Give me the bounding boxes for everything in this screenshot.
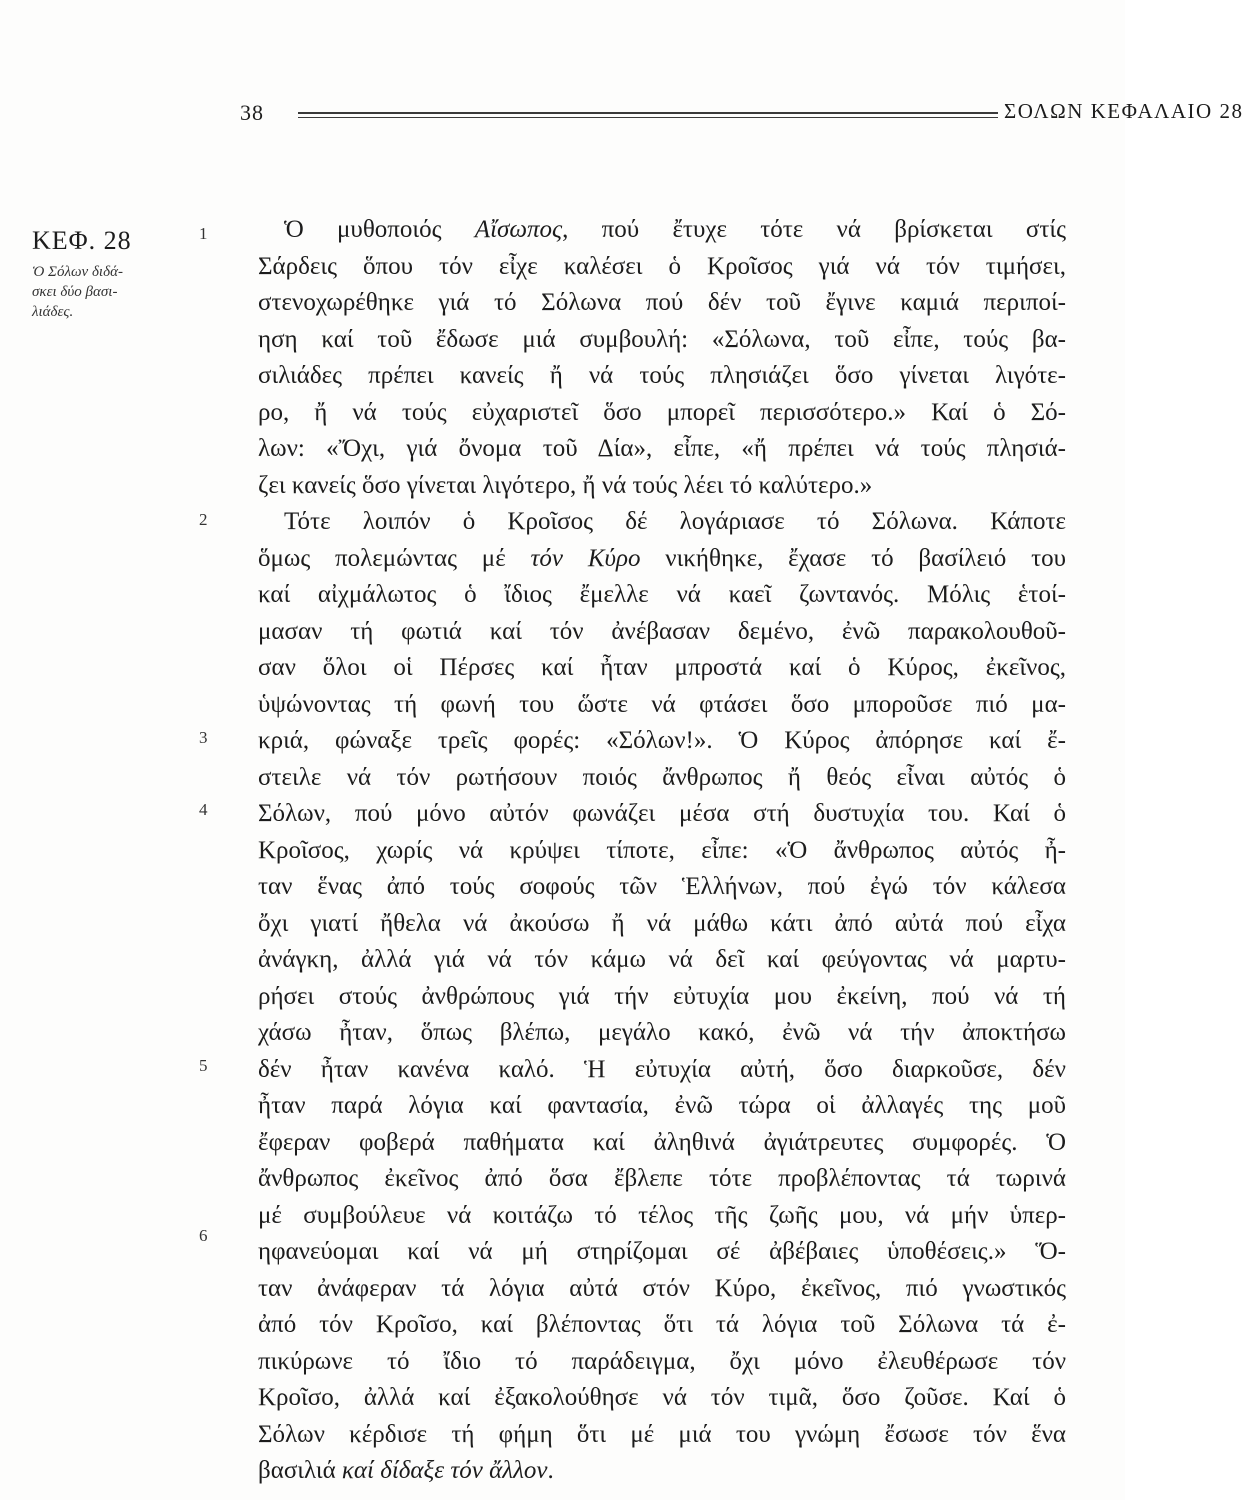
text-line	[258, 650, 1066, 687]
text-line	[258, 285, 1066, 322]
text-line	[258, 1453, 1066, 1490]
text-line	[258, 577, 1066, 614]
text-line	[258, 1307, 1066, 1344]
text-segment: νικήθηκε, ἔχασε τό βασίλειό του	[640, 544, 1066, 572]
text-segment: καί αἰχμάλωτος ὁ ἴδιος ἔμελλε νά καεῖ ζωντανός. Μόλις ἑτοί-	[258, 581, 1066, 608]
text-line	[258, 468, 1066, 505]
text-segment: ἔφεραν φοβερά παθήματα καί ἀληθινά ἀγιάτρευτες συμφορές. Ὁ	[258, 1128, 1066, 1156]
text-segment: πικύρωνε τό ἴδιο τό παράδειγμα, ὄχι μόνο ἐλευθέρωσε τόν	[258, 1347, 1066, 1375]
text-line	[258, 1161, 1066, 1198]
italic-segment: Αἴσωπος	[474, 216, 563, 243]
text-line	[258, 212, 1066, 249]
paragraph-number: 6	[199, 1226, 208, 1245]
italic-segment: τόν Κύρο	[530, 544, 641, 572]
running-title: ΣΟΛΩΝ ΚΕΦΑΛΑΙΟ 28	[1004, 99, 1243, 123]
text-segment: ἀπό τόν Κροῖσο, καί βλέποντας ὅτι τά λόγια τοῦ Σόλωνα τά ἐ-	[258, 1311, 1066, 1338]
text-segment: βασιλιά	[258, 1457, 342, 1484]
text-segment: στενοχωρέθηκε γιά τό Σόλωνα πού δέν τοῦ ἔγινε καμιά περιποί-	[258, 289, 1066, 316]
text-line	[258, 395, 1066, 432]
running-header	[240, 96, 1243, 132]
text-segment: .	[547, 1457, 554, 1484]
text-line	[258, 1015, 1066, 1052]
text-segment: μέ συμβούλευε νά κοιτάζω τό τέλος τῆς ζωῆς μου, νά μήν ὑπερ-	[258, 1201, 1066, 1229]
text-segment: ρο, ἤ νά τούς εὐχαριστεῖ ὅσο μπορεῖ περισσότερο.» Καί ὁ Σό-	[258, 398, 1066, 426]
text-line	[258, 249, 1066, 286]
text-segment: δέν ἦταν κανένα καλό. Ἡ εὐτυχία αὐτή, ὅσο διαρκοῦσε, δέν	[258, 1055, 1066, 1083]
text-segment: Κροῖσος, χωρίς νά κρύψει τίποτε, εἶπε: «Ὁ ἄνθρωπος αὐτός ἦ-	[258, 836, 1066, 864]
text-segment: ἄνθρωπος ἐκεῖνος ἀπό ὅσα ἔβλεπε τότε προβλέποντας τά τωρινά	[258, 1165, 1066, 1192]
text-line	[258, 614, 1066, 651]
text-line	[258, 1198, 1066, 1235]
text-segment: σαν ὅλοι οἱ Πέρσες καί ἦταν μπροστά καί ὁ Κύρος, ἐκεῖνος,	[258, 654, 1066, 681]
text-segment: Τότε λοιπόν ὁ Κροῖσος δέ λογάριασε τό Σόλωνα. Κάποτε	[284, 508, 1066, 535]
text-segment: ὑψώνοντας τή φωνή του ὥστε νά φτάσει ὅσο μποροῦσε πιό μα-	[258, 690, 1066, 718]
text-line	[258, 760, 1066, 797]
text-segment: μασαν τή φωτιά καί τόν ἀνέβασαν δεμένο, ἐνῶ παρακολουθοῦ-	[258, 617, 1066, 645]
text-segment: σιλιάδες πρέπει κανείς ἤ νά τούς πλησιάζει ὅσο γίνεται λιγότε-	[258, 362, 1066, 389]
margin-note	[32, 226, 182, 322]
text-segment: ὅμως πολεμώντας μέ	[258, 544, 531, 572]
text-segment: , πού ἔτυχε τότε νά βρίσκεται στίς	[562, 216, 1066, 243]
text-segment: Σόλων κέρδισε τή φήμη ὅτι μέ μιά του γνώμη ἔσωσε τόν ἕνα	[258, 1420, 1066, 1448]
body-text	[258, 212, 1066, 1490]
text-segment: ρήσει στούς ἀνθρώπους γιά τήν εὐτυχία μου ἐκείνη, πού νά τή	[258, 982, 1066, 1010]
text-segment: χάσω ἦταν, ὅπως βλέπω, μεγάλο κακό, ἐνῶ νά τήν ἀποκτήσω	[258, 1019, 1066, 1046]
text-line	[258, 431, 1066, 468]
paragraph-number: 5	[199, 1056, 208, 1075]
text-line	[258, 979, 1066, 1016]
margin-summary-line: λιάδες.	[32, 304, 74, 320]
text-segment: ὄχι γιατί ἤθελα νά ἀκούσω ἤ νά μάθω κάτι ἀπό αὐτά πού εἶχα	[258, 909, 1066, 937]
text-line	[258, 723, 1066, 760]
text-line	[258, 1234, 1066, 1271]
text-line	[258, 1052, 1066, 1089]
text-line	[258, 322, 1066, 359]
paragraph-number: 1	[199, 224, 208, 243]
page-number: 38	[240, 100, 264, 125]
text-line	[258, 869, 1066, 906]
paragraph-number: 2	[199, 510, 208, 529]
text-segment: ηση καί τοῦ ἔδωσε μιά συμβουλή: «Σόλωνα, τοῦ εἶπε, τούς βα-	[258, 325, 1066, 353]
text-line	[258, 796, 1066, 833]
italic-segment: καί δίδαξε τόν ἄλλον	[341, 1457, 548, 1484]
text-line	[258, 833, 1066, 870]
text-line	[258, 687, 1066, 724]
text-line	[258, 906, 1066, 943]
text-segment: Σάρδεις ὅπου τόν εἶχε καλέσει ὁ Κροῖσος γιά νά τόν τιμήσει,	[258, 252, 1066, 280]
chapter-label: ΚΕΦ. 28	[32, 226, 132, 255]
text-line	[258, 1125, 1066, 1162]
paragraph-number: 4	[199, 800, 208, 819]
text-segment: κριά, φώναξε τρεῖς φορές: «Σόλων!». Ὁ Κύρος ἀπόρησε καί ἔ-	[258, 727, 1066, 754]
margin-summary	[32, 262, 182, 322]
text-segment: ηφανεύομαι καί νά μή στηρίζομαι σέ ἀβέβαιες ὑποθέσεις.» Ὅ-	[258, 1238, 1066, 1265]
text-line	[258, 1417, 1066, 1454]
margin-summary-line: Ὁ Σόλων διδά-	[32, 264, 123, 280]
text-segment: στειλε νά τόν ρωτήσουν ποιός ἄνθρωπος ἤ θεός εἶναι αὐτός ὁ	[258, 763, 1066, 791]
margin-summary-line: σκει δύο βασι-	[32, 284, 118, 300]
text-segment: Σόλων, πού μόνο αὐτόν φωνάζει μέσα στή δυστυχία του. Καί ὁ	[258, 800, 1066, 827]
text-segment: ἦταν παρά λόγια καί φαντασία, ἐνῶ τώρα οἱ ἀλλαγές της μοῦ	[258, 1092, 1066, 1119]
text-line	[258, 358, 1066, 395]
text-segment: Ὁ μυθοποιός	[284, 216, 475, 243]
text-segment: ζει κανείς ὅσο γίνεται λιγότερο, ἤ νά τούς λέει τό καλύτερο.»	[258, 471, 873, 499]
text-segment: ταν ἕνας ἀπό τούς σοφούς τῶν Ἑλλήνων, πού ἐγώ τόν κάλεσα	[258, 873, 1066, 900]
text-line	[258, 1380, 1066, 1417]
header-rule	[298, 112, 998, 114]
text-segment: ταν ἀνάφεραν τά λόγια αὐτά στόν Κύρο, ἐκεῖνος, πιό γνωστικός	[258, 1274, 1066, 1302]
text-line	[258, 1271, 1066, 1308]
text-line	[258, 504, 1066, 541]
text-segment: λων: «Ὄχι, γιά ὄνομα τοῦ Δία», εἶπε, «ἤ πρέπει νά τούς πλησιά-	[258, 435, 1066, 462]
paragraph-number: 3	[199, 728, 208, 747]
text-line	[258, 541, 1066, 578]
text-segment: ἀνάγκη, ἀλλά γιά νά τόν κάμω νά δεῖ καί φεύγοντας νά μαρτυ-	[258, 946, 1066, 973]
text-line	[258, 942, 1066, 979]
text-segment: Κροῖσο, ἀλλά καί ἐξακολούθησε νά τόν τιμᾶ, ὅσο ζοῦσε. Καί ὁ	[258, 1384, 1066, 1411]
text-line	[258, 1344, 1066, 1381]
text-line	[258, 1088, 1066, 1125]
